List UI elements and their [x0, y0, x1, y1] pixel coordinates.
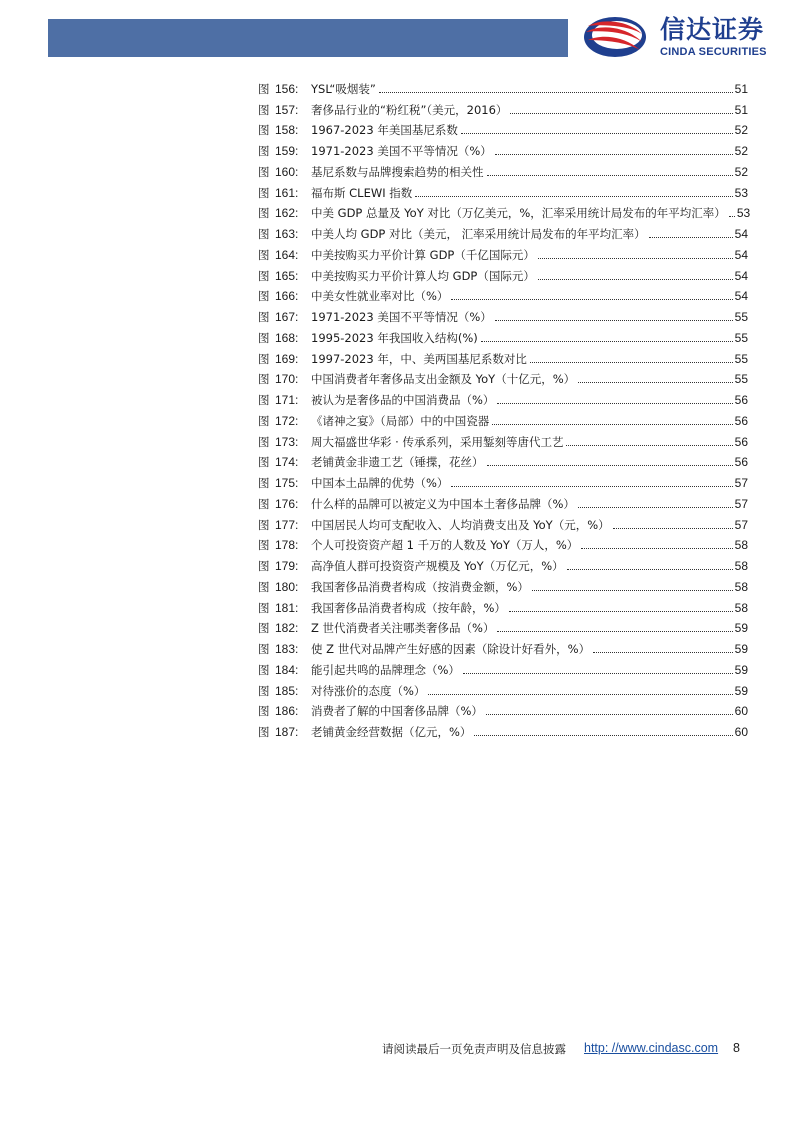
toc-entry[interactable]: [258, 345, 748, 366]
toc-entry[interactable]: [258, 303, 748, 324]
figure-title: 1997-2023 年，中、美两国基尼系数对比: [311, 351, 527, 366]
dot-leader: [495, 154, 733, 155]
figure-page-number: 57: [734, 476, 748, 490]
figure-label: 图: [258, 559, 270, 573]
dot-leader: [463, 673, 733, 674]
toc-entry[interactable]: [258, 324, 748, 345]
dot-leader: [495, 320, 733, 321]
figure-page-number: 56: [734, 434, 748, 449]
figure-label: 图: [258, 144, 270, 158]
figure-number: 163:: [275, 227, 299, 241]
figure-label: 图: [258, 476, 270, 490]
figure-title: 1971-2023 美国不平等情况（%）: [311, 310, 492, 324]
toc-entry[interactable]: [258, 635, 748, 656]
dot-leader: [451, 299, 732, 300]
figure-number: 183:: [275, 642, 299, 656]
figure-page-number: 58: [734, 538, 748, 553]
figure-number: 184:: [275, 662, 299, 677]
figure-page-number: 59: [734, 683, 748, 698]
figure-title: YSL“吸烟装”: [311, 81, 376, 96]
toc-entry[interactable]: [258, 469, 748, 490]
figure-number: 180:: [275, 579, 299, 594]
figure-number: 170:: [275, 372, 299, 387]
figure-title: 周大福盛世华彩 · 传承系列，采用錾刻等唐代工艺: [311, 434, 564, 449]
page-footer: [382, 1041, 762, 1057]
toc-entry[interactable]: [258, 220, 748, 241]
figure-label: 图: [258, 579, 270, 594]
figure-title: 1971-2023 美国不平等情况（%）: [311, 144, 492, 158]
figure-title: 什么样的品牌可以被定义为中国本土奢侈品牌（%）: [311, 496, 575, 511]
toc-entry[interactable]: [258, 718, 748, 739]
brand-name-cn: 信达证券: [660, 15, 765, 44]
dot-leader: [566, 445, 732, 446]
dot-leader: [428, 694, 732, 695]
toc-entry[interactable]: [258, 137, 748, 158]
toc-entry[interactable]: [258, 490, 748, 511]
dot-leader: [487, 175, 733, 176]
figure-number: 156:: [275, 81, 299, 96]
brand-name-en: CINDA SECURITIES: [660, 46, 767, 58]
figure-label: 图: [258, 164, 270, 179]
figure-title: 中美按购买力平价计算人均 GDP（国际元）: [311, 268, 535, 283]
figure-title: 对待涨价的态度（%）: [311, 683, 426, 698]
dot-leader: [532, 590, 733, 591]
toc-entry[interactable]: [258, 96, 748, 117]
figure-page-number: 55: [734, 372, 748, 387]
figure-page-number: 54: [734, 247, 748, 262]
dot-leader: [379, 92, 733, 93]
figure-label: 图: [258, 538, 270, 553]
dot-leader: [492, 424, 732, 425]
figure-title: 高净值人群可投资资产规模及 YoY（万亿元，%）: [311, 559, 564, 573]
figure-title: 《诸神之宴》（局部）中的中国瓷器: [311, 413, 490, 428]
figure-label: 图: [258, 413, 270, 428]
cinda-logo-icon: [582, 14, 648, 60]
toc-entry[interactable]: [258, 75, 748, 96]
dot-leader: [474, 735, 732, 736]
figure-label: 图: [258, 434, 270, 449]
figure-number: 186:: [275, 704, 299, 719]
figure-label: 图: [258, 330, 270, 345]
toc-entry[interactable]: [258, 241, 748, 262]
figure-label: 图: [258, 185, 270, 200]
dot-leader: [729, 216, 735, 217]
figure-number: 182:: [275, 621, 299, 636]
figure-page-number: 58: [734, 559, 748, 573]
figure-label: 图: [258, 206, 270, 221]
dot-leader: [509, 611, 733, 612]
dot-leader: [486, 714, 733, 715]
page-number: 8: [733, 1041, 740, 1055]
figure-title: 1967-2023 年美国基尼系数: [311, 123, 458, 138]
figure-title: 奢侈品行业的“粉红税”（美元，2016）: [311, 102, 508, 117]
dot-leader: [461, 133, 733, 134]
toc-entry[interactable]: [258, 449, 748, 470]
dot-leader: [567, 569, 733, 570]
toc-entry[interactable]: [258, 262, 748, 283]
figure-title: 中国本土品牌的优势（%）: [311, 476, 449, 490]
figure-number: 158:: [275, 123, 299, 138]
figure-title: 中美女性就业率对比（%）: [311, 289, 449, 304]
figure-page-number: 53: [734, 185, 748, 200]
figure-label: 图: [258, 455, 270, 470]
toc-entry[interactable]: [258, 158, 748, 179]
figure-page-number: 56: [734, 393, 748, 407]
figure-number: 165:: [275, 268, 299, 283]
figure-title: 我国奢侈品消费者构成（按年龄，%）: [311, 600, 506, 615]
figure-label: 图: [258, 725, 270, 739]
figure-label: 图: [258, 247, 270, 262]
toc-entry[interactable]: [258, 179, 748, 200]
header-bar: [48, 19, 568, 57]
figure-label: 图: [258, 621, 270, 636]
figure-page-number: 52: [734, 123, 748, 138]
toc-entry[interactable]: [258, 117, 748, 138]
figure-label: 图: [258, 496, 270, 511]
figure-label: 图: [258, 704, 270, 719]
toc-entry[interactable]: [258, 200, 751, 221]
figure-number: 179:: [275, 559, 299, 573]
figure-page-number: 55: [734, 330, 748, 345]
figure-title: 被认为是奢侈品的中国消费品（%）: [311, 393, 495, 407]
figure-title: Z 世代消费者关注哪类奢侈品（%）: [311, 621, 495, 636]
figure-label: 图: [258, 600, 270, 615]
figure-page-number: 57: [734, 496, 748, 511]
figure-title: 个人可投资资产超 1 千万的人数及 YoY（万人，%）: [311, 538, 579, 553]
figure-page-number: 51: [734, 81, 748, 96]
figure-number: 187:: [275, 725, 299, 739]
figure-title: 1995-2023 年我国收入结构(%): [311, 330, 478, 345]
figure-number: 169:: [275, 351, 299, 366]
dot-leader: [649, 237, 733, 238]
figure-page-number: 58: [734, 579, 748, 594]
toc-entry[interactable]: [258, 573, 748, 594]
toc-entry[interactable]: [258, 386, 748, 407]
toc-entry[interactable]: [258, 552, 748, 573]
toc-entry[interactable]: [258, 283, 748, 304]
dot-leader: [487, 465, 733, 466]
figure-title: 消费者了解的中国奢侈品牌（%）: [311, 704, 483, 719]
figure-label: 图: [258, 393, 270, 407]
figure-number: 178:: [275, 538, 299, 553]
figure-title: 中美按购买力平价计算 GDP（千亿国际元）: [311, 247, 535, 262]
dot-leader: [451, 486, 732, 487]
figure-page-number: 56: [734, 413, 748, 428]
dot-leader: [578, 507, 733, 508]
toc-entry[interactable]: [258, 677, 748, 698]
figure-number: 161:: [275, 185, 299, 200]
dot-leader: [578, 382, 733, 383]
figure-page-number: 54: [734, 268, 748, 283]
dot-leader: [481, 341, 733, 342]
figure-page-number: 54: [734, 289, 748, 304]
dot-leader: [497, 403, 732, 404]
figure-title: 老铺黄金经营数据（亿元，%）: [311, 725, 472, 739]
figure-number: 173:: [275, 434, 299, 449]
figure-number: 159:: [275, 144, 299, 158]
dot-leader: [613, 528, 733, 529]
figure-title: 中美人均 GDP 对比（美元， 汇率采用统计局发布的年平均汇率）: [311, 227, 646, 241]
figure-title: 使 Z 世代对品牌产生好感的因素（除设计好看外，%）: [311, 642, 591, 656]
toc-entry[interactable]: [258, 511, 748, 532]
figure-number: 166:: [275, 289, 299, 304]
toc-entry[interactable]: [258, 407, 748, 428]
figure-number: 157:: [275, 102, 299, 117]
dot-leader: [538, 258, 733, 259]
dot-leader: [538, 279, 733, 280]
figure-page-number: 59: [734, 662, 748, 677]
figure-number: 162:: [275, 206, 299, 221]
figure-label: 图: [258, 268, 270, 283]
figure-page-number: 57: [734, 517, 748, 532]
figure-number: 181:: [275, 600, 299, 615]
figure-label: 图: [258, 372, 270, 387]
dot-leader: [497, 631, 732, 632]
brand-logo: [582, 14, 782, 62]
figure-page-number: 51: [734, 102, 748, 117]
figure-label: 图: [258, 517, 270, 532]
figure-number: 177:: [275, 517, 299, 532]
figure-page-number: 58: [734, 600, 748, 615]
figure-label: 图: [258, 662, 270, 677]
figure-page-number: 54: [734, 227, 748, 241]
figure-page-number: 53: [736, 206, 751, 221]
figure-title: 中美 GDP 总量及 YoY 对比（万亿美元，%，汇率采用统计局发布的年平均汇率）: [311, 206, 726, 221]
figure-page-number: 55: [734, 351, 748, 366]
toc-entry[interactable]: [258, 615, 748, 636]
figure-title: 我国奢侈品消费者构成（按消费金额，%）: [311, 579, 529, 594]
toc-entry[interactable]: [258, 698, 748, 719]
figure-number: 168:: [275, 330, 299, 345]
dot-leader: [581, 548, 732, 549]
figure-label: 图: [258, 683, 270, 698]
toc-entry[interactable]: [258, 594, 748, 615]
figure-number: 174:: [275, 455, 299, 470]
figure-page-number: 52: [734, 164, 748, 179]
figure-label: 图: [258, 81, 270, 96]
figure-title: 中国消费者年奢侈品支出金额及 YoY（十亿元，%）: [311, 372, 576, 387]
dot-leader: [530, 362, 733, 363]
toc-entry[interactable]: [258, 366, 748, 387]
figure-label: 图: [258, 351, 270, 366]
figure-page-number: 55: [734, 310, 748, 324]
figure-number: 185:: [275, 683, 299, 698]
figure-page-number: 59: [734, 621, 748, 636]
figure-page-number: 52: [734, 144, 748, 158]
figure-title: 福布斯 CLEWI 指数: [311, 185, 413, 200]
figure-page-number: 60: [734, 725, 748, 739]
dot-leader: [510, 113, 732, 114]
figure-number: 167:: [275, 310, 299, 324]
toc-entry[interactable]: [258, 532, 748, 553]
figure-label: 图: [258, 289, 270, 304]
figure-number: 175:: [275, 476, 299, 490]
toc-entry[interactable]: [258, 428, 748, 449]
figure-number: 172:: [275, 413, 299, 428]
dot-leader: [593, 652, 733, 653]
figure-page-number: 59: [734, 642, 748, 656]
figure-label: 图: [258, 310, 270, 324]
figure-number: 171:: [275, 393, 299, 407]
figure-list: [258, 75, 751, 739]
figure-title: 能引起共鸣的品牌理念（%）: [311, 662, 460, 677]
figure-page-number: 56: [734, 455, 748, 470]
dot-leader: [415, 196, 732, 197]
figure-title: 基尼系数与品牌搜索趋势的相关性: [311, 164, 484, 179]
website-link[interactable]: http: //www.cindasc.com: [584, 1041, 719, 1055]
figure-number: 176:: [275, 496, 299, 511]
figure-label: 图: [258, 123, 270, 138]
figure-title: 中国居民人均可支配收入、人均消费支出及 YoY（元，%）: [311, 517, 610, 532]
figure-title: 老铺黄金非遗工艺（锤揲，花丝）: [311, 455, 484, 470]
figure-number: 160:: [275, 164, 299, 179]
toc-entry[interactable]: [258, 656, 748, 677]
figure-label: 图: [258, 227, 270, 241]
figure-number: 164:: [275, 247, 299, 262]
figure-label: 图: [258, 642, 270, 656]
disclaimer-notice: 请阅读最后一页免责声明及信息披露: [382, 1042, 566, 1056]
figure-label: 图: [258, 102, 270, 117]
figure-page-number: 60: [734, 704, 748, 719]
